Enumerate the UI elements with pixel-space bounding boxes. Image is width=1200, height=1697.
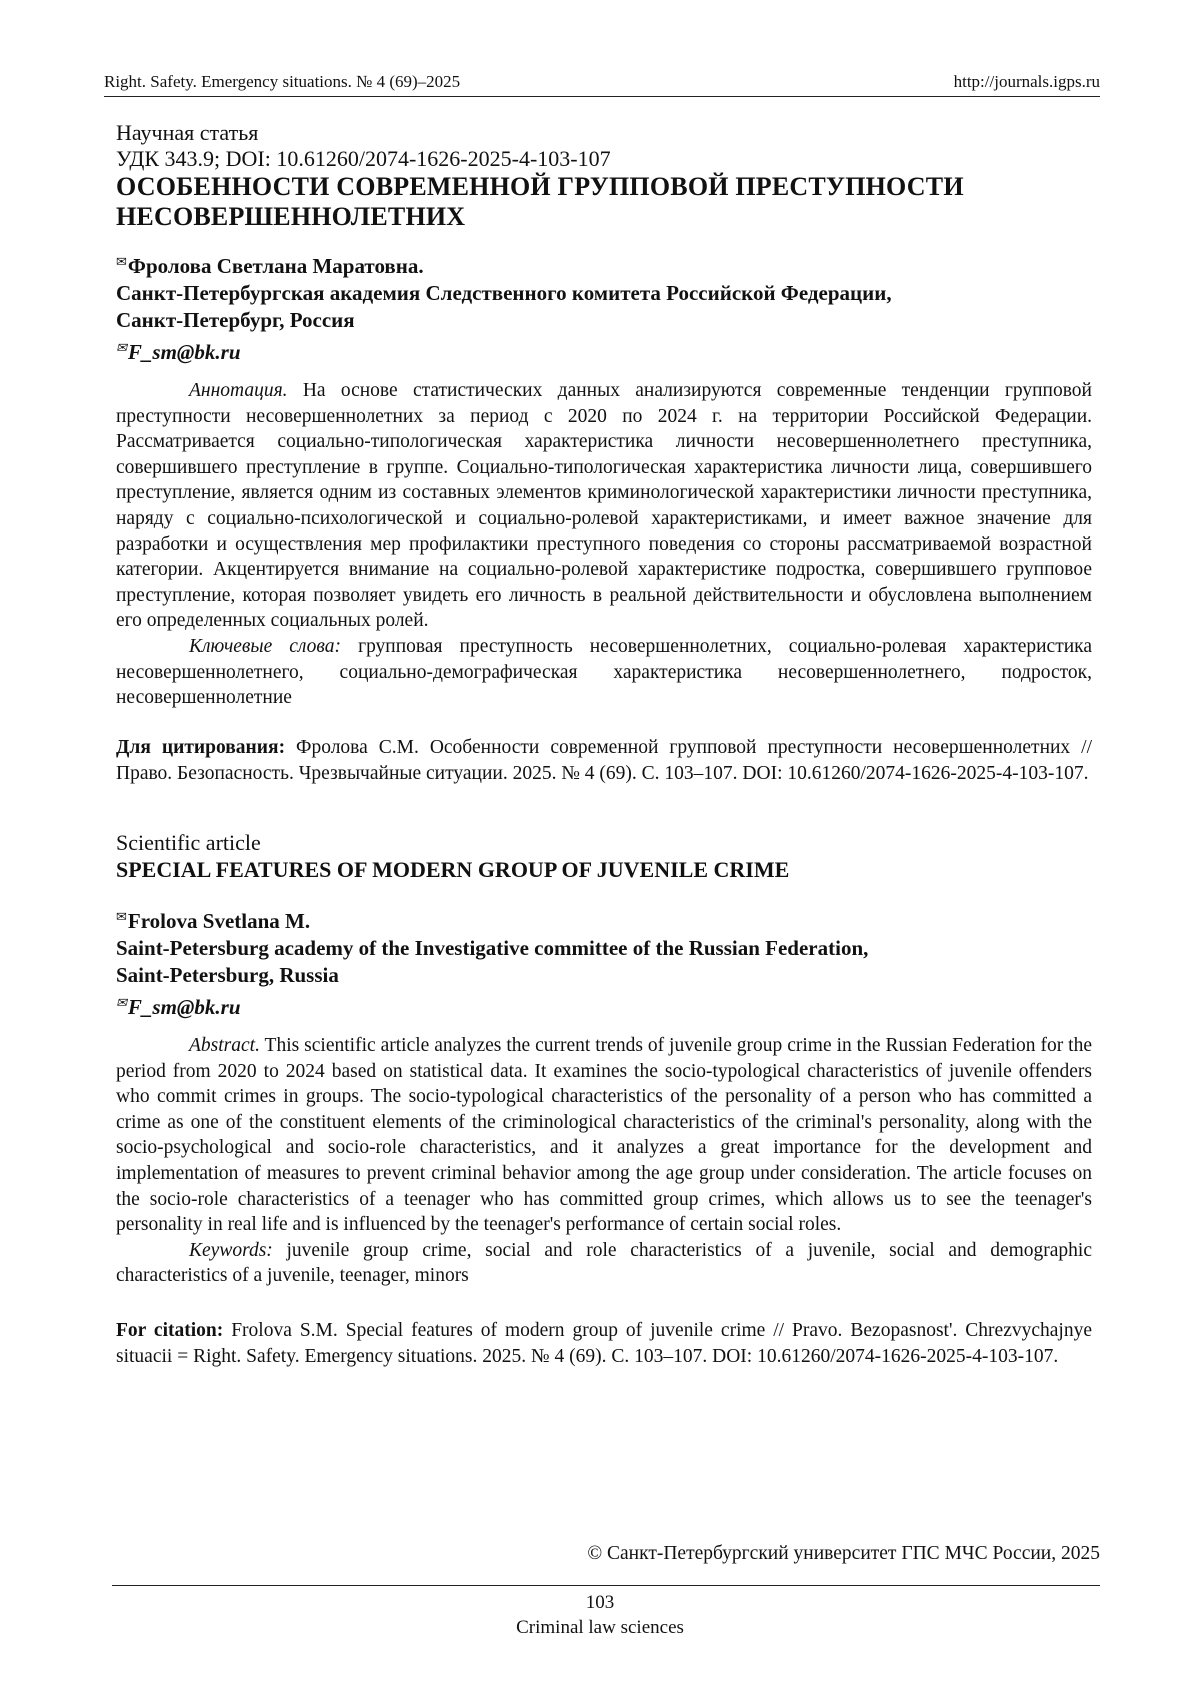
envelope-icon: ✉ xyxy=(116,340,127,355)
en-keywords-text: juvenile group crime, social and role characteristics of a juvenile, social and demographic characteristics of a juvenile, teenager, minors xyxy=(116,1239,1092,1287)
en-author-block xyxy=(116,903,1092,1021)
en-author-name: Frolova Svetlana M. xyxy=(127,909,311,933)
journal-url[interactable]: http://journals.igps.ru xyxy=(953,72,1100,91)
ru-abstract-block xyxy=(116,378,1092,711)
copyright: © Санкт-Петербургский университет ГПС МЧС России, 2025 xyxy=(587,1543,1100,1564)
en-keywords-label: Keywords: xyxy=(189,1239,273,1261)
ru-affiliation-line1: Санкт-Петербургская академия Следственного комитета Российской Федерации, xyxy=(116,281,892,305)
ru-author xyxy=(116,248,1092,280)
ru-author-name: Фролова Светлана Маратовна. xyxy=(127,254,424,278)
running-header xyxy=(104,72,1100,92)
ru-abstract-text: На основе статистических данных анализируются современные тенденции групповой преступности несовершеннолетних за период с 2020 по 2024 г. на территории Российской Федерации. Рассматривается социально-типологическая характеристика личности несовершеннолетнего преступника, совершившего преступление в группе. Социально-типологическая характеристика личности лица, совершившего преступление, является одним из составных элементов криминологической характеристики личности преступника, наряду с социально-психологической и социально-ролевой характеристиками, и имеет важное значение для разработки и осуществления мер профилактики преступного поведения со стороны рассматриваемой возрастной категории. Акцентируется внимание на социально-ролевой характеристике подростка, совершившего групповое преступление, которая позволяет увидеть его личность в реальной действительности и обусловлена выполнением его определенных социальных ролей. xyxy=(116,380,1092,632)
footer-rule xyxy=(112,1585,1100,1586)
en-citation-block xyxy=(116,1318,1092,1369)
ru-heading xyxy=(116,120,1092,232)
ru-abstract xyxy=(116,378,1092,634)
ru-title-line1: ОСОБЕННОСТИ СОВРЕМЕННОЙ ГРУППОВОЙ ПРЕСТУПНОСТИ xyxy=(116,172,964,201)
envelope-icon: ✉ xyxy=(116,995,127,1010)
ru-keywords-label: Ключевые слова: xyxy=(189,635,342,657)
en-affiliation-line1: Saint-Petersburg academy of the Investigative committee of the Russian Federation, xyxy=(116,936,869,960)
ru-keywords-text: групповая преступность несовершеннолетних, социально-ролевая характеристика несовершеннолетнего, социально-демографическая характеристика несовершеннолетнего, подросток, несовершеннолетние xyxy=(116,635,1093,709)
ru-email[interactable]: F_sm@bk.ru xyxy=(127,340,241,364)
ru-author-block xyxy=(116,248,1092,366)
en-abstract-block xyxy=(116,1033,1092,1289)
en-citation-label: For citation: xyxy=(116,1320,224,1341)
en-title: SPECIAL FEATURES OF MODERN GROUP OF JUVENILE CRIME xyxy=(116,857,790,882)
en-abstract xyxy=(116,1033,1092,1238)
footer-section: Criminal law sciences xyxy=(516,1617,684,1638)
en-affiliation-line2: Saint-Petersburg, Russia xyxy=(116,963,339,987)
ru-abstract-label: Аннотация. xyxy=(189,380,288,401)
ru-citation-text: Фролова С.М. Особенности современной групповой преступности несовершеннолетних // Право. Безопасность. Чрезвычайные ситуации. 2025. № 4 (69). С. 103–107. DOI: 10.61260/2074-1626-2025-4-103-107. xyxy=(116,737,1092,784)
envelope-icon: ✉ xyxy=(116,909,127,924)
header-rule xyxy=(104,96,1100,97)
ru-affiliation-line2: Санкт-Петербург, Россия xyxy=(116,308,355,332)
en-keywords xyxy=(116,1238,1092,1289)
ru-udk-doi: УДК 343.9; DOI: 10.61260/2074-1626-2025-4-103-107 xyxy=(116,146,611,171)
en-email[interactable]: F_sm@bk.ru xyxy=(127,995,241,1019)
journal-name: Right. Safety. Emergency situations. № 4 (69)–2025 xyxy=(104,72,461,91)
ru-citation-block xyxy=(116,735,1092,786)
ru-citation xyxy=(116,735,1092,786)
page-number: 103 xyxy=(585,1592,615,1613)
en-heading xyxy=(116,830,1092,884)
en-citation-text: Frolova S.M. Special features of modern group of juvenile crime // Pravo. Bezopasnost'. Chrezvychajnye situacii = Right. Safety. Emergency situations. 2025. № 4 (69). С. 103–107. DOI: 10.61260/2074-1626-2025-4-103-107. xyxy=(116,1320,1092,1367)
ru-article-type: Научная статья xyxy=(116,120,259,145)
envelope-icon: ✉ xyxy=(116,254,127,269)
ru-keywords xyxy=(116,634,1092,711)
en-abstract-label: Abstract. xyxy=(189,1035,260,1056)
ru-email-row xyxy=(116,334,1092,366)
en-author xyxy=(116,903,1092,935)
en-citation xyxy=(116,1318,1092,1369)
ru-title-line2: НЕСОВЕРШЕННОЛЕТНИХ xyxy=(116,202,466,231)
en-article-type: Scientific article xyxy=(116,830,261,855)
ru-citation-label: Для цитирования: xyxy=(116,737,286,758)
en-email-row xyxy=(116,989,1092,1021)
en-abstract-text: This scientific article analyzes the current trends of juvenile group crime in the Russian Federation for the period from 2020 to 2024 based on statistical data. It examines the socio-typological characteristics of juvenile offenders who commit crimes in groups. The socio-typological characteristics of the personality of a person who has committed a crime as one of the constituent elements of the criminological characteristics of the criminal's personality, along with the socio-psychological and socio-role characteristics, and it analyzes a great importance for the development and implementation of measures to prevent criminal behavior among the age group under consideration. The article focuses on the socio-role characteristics of a teenager who has committed group crimes, which allows us to see the teenager's personality in real life and is influenced by the teenager's performance of certain social roles. xyxy=(116,1035,1092,1236)
